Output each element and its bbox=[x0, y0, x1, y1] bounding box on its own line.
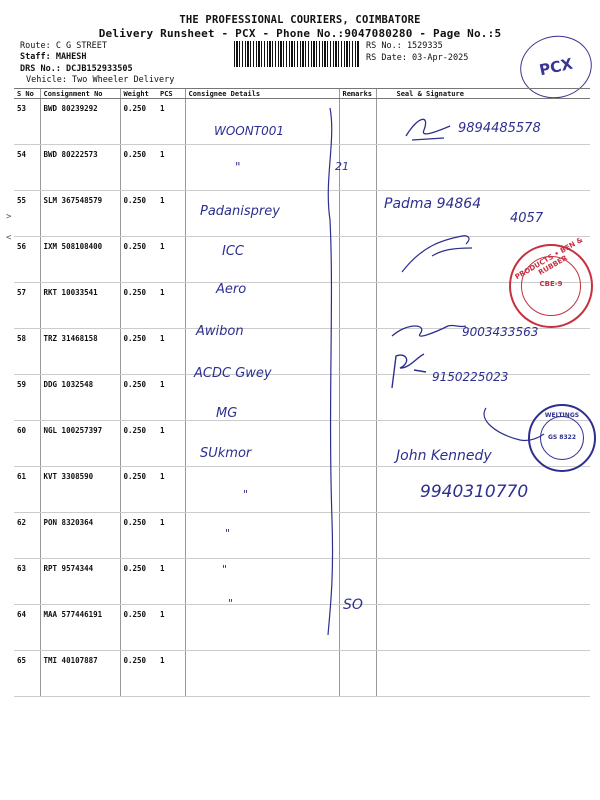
handwritten-signature: John Kennedy bbox=[396, 448, 492, 464]
signature bbox=[400, 112, 456, 146]
cell-pcs: 1 bbox=[157, 513, 185, 559]
cell-weight: 0.250 bbox=[120, 191, 157, 237]
cell-consignment: NGL 100257397 bbox=[40, 421, 120, 467]
handwritten-phone: 9894485578 bbox=[458, 121, 541, 136]
cell-pcs: 1 bbox=[157, 283, 185, 329]
cell-seal bbox=[376, 651, 590, 697]
cell-sno: 65 bbox=[14, 651, 40, 697]
cell-sno: 58 bbox=[14, 329, 40, 375]
cell-consignment: SLM 367548579 bbox=[40, 191, 120, 237]
cell-sno: 54 bbox=[14, 145, 40, 191]
stamp-text: WELTINGS bbox=[544, 412, 580, 419]
table-row bbox=[14, 651, 590, 697]
cell-weight: 0.250 bbox=[120, 421, 157, 467]
col-header-sno: S No bbox=[14, 89, 40, 99]
margin-mark: < bbox=[6, 233, 12, 243]
drs-label: DRS No.: DCJB152933505 bbox=[20, 64, 133, 74]
pcx-stamp: PCX bbox=[514, 29, 597, 105]
handwritten-ditto: " bbox=[235, 160, 241, 174]
cell-consignment: KVT 3308590 bbox=[40, 467, 120, 513]
cell-consignment: RKT 10033541 bbox=[40, 283, 120, 329]
cell-sno: 56 bbox=[14, 237, 40, 283]
cell-seal bbox=[376, 559, 590, 605]
signature bbox=[388, 318, 468, 344]
runsheet-subtitle: Delivery Runsheet - PCX - Phone No.:9047080280 - Page No.:5 bbox=[98, 27, 502, 40]
signature bbox=[384, 350, 434, 390]
handwritten-consignee: WOONT001 bbox=[214, 124, 284, 138]
handwritten-phone-cont: 4057 bbox=[510, 211, 544, 226]
company-title: THE PROFESSIONAL COURIERS, COIMBATORE bbox=[179, 14, 421, 26]
handwritten-consignee: Padanisprey bbox=[200, 204, 280, 219]
col-header-seal: Seal & Signature bbox=[376, 89, 590, 99]
cell-consignment: TRZ 31468158 bbox=[40, 329, 120, 375]
handwritten-phone: 9003433563 bbox=[462, 325, 539, 339]
remark-mark: SO bbox=[343, 597, 363, 613]
cell-weight: 0.250 bbox=[120, 559, 157, 605]
handwritten-ditto: " bbox=[243, 488, 249, 501]
staff-label: Staff: MAHESH bbox=[20, 52, 87, 62]
table-header-row bbox=[14, 89, 590, 99]
handwritten-consignee: Aero bbox=[216, 282, 247, 297]
cell-weight: 0.250 bbox=[120, 467, 157, 513]
cell-sno: 59 bbox=[14, 375, 40, 421]
cell-sno: 57 bbox=[14, 283, 40, 329]
vehicle-label: Vehicle: Two Wheeler Delivery bbox=[26, 75, 175, 85]
route-label: Route: C G STREET bbox=[20, 41, 107, 51]
company-seal-stamp bbox=[509, 235, 593, 328]
stamp-text: PRODUCTS • BEN & RUBBER bbox=[513, 235, 585, 282]
handwritten-phone: 9940310770 bbox=[420, 482, 529, 502]
remark-mark: 21 bbox=[335, 160, 349, 173]
cell-sno: 61 bbox=[14, 467, 40, 513]
cell-sno: 62 bbox=[14, 513, 40, 559]
cell-weight: 0.250 bbox=[120, 651, 157, 697]
cell-consignment: PON 8320364 bbox=[40, 513, 120, 559]
cell-consignment: TMI 40107887 bbox=[40, 651, 120, 697]
col-header-consignee: Consignee Details bbox=[185, 89, 339, 99]
cell-consignment: RPT 9574344 bbox=[40, 559, 120, 605]
cell-sno: 53 bbox=[14, 99, 40, 145]
cell-pcs: 1 bbox=[157, 605, 185, 651]
handwritten-signature: Padma 94864 bbox=[384, 196, 482, 212]
cell-pcs: 1 bbox=[157, 329, 185, 375]
signature-scribble bbox=[392, 226, 482, 276]
col-header-pcs: PCS bbox=[157, 89, 185, 99]
handwritten-ditto: " bbox=[228, 597, 234, 610]
cell-pcs: 1 bbox=[157, 421, 185, 467]
cell-remarks bbox=[339, 651, 376, 697]
cell-consignment: MAA 577446191 bbox=[40, 605, 120, 651]
cell-seal bbox=[376, 145, 590, 191]
handwritten-consignee: ICC bbox=[222, 244, 244, 259]
margin-mark: > bbox=[6, 212, 12, 222]
cell-pcs: 1 bbox=[157, 99, 185, 145]
cell-consignment: BWD 80239292 bbox=[40, 99, 120, 145]
handwritten-phone: 9150225023 bbox=[432, 370, 509, 384]
cell-sno: 55 bbox=[14, 191, 40, 237]
cell-weight: 0.250 bbox=[120, 513, 157, 559]
cell-pcs: 1 bbox=[157, 467, 185, 513]
cell-pcs: 1 bbox=[157, 145, 185, 191]
handwritten-consignee: ACDC Gwey bbox=[194, 366, 272, 381]
cell-sno: 63 bbox=[14, 559, 40, 605]
cell-pcs: 1 bbox=[157, 651, 185, 697]
bracket-stroke bbox=[300, 100, 345, 640]
cell-weight: 0.250 bbox=[120, 375, 157, 421]
cell-pcs: 1 bbox=[157, 375, 185, 421]
cell-pcs: 1 bbox=[157, 237, 185, 283]
col-header-remarks: Remarks bbox=[339, 89, 376, 99]
cell-seal bbox=[376, 605, 590, 651]
handwritten-ditto: " bbox=[222, 563, 228, 576]
handwritten-consignee: MG bbox=[216, 406, 238, 421]
handwritten-ditto: " bbox=[225, 527, 231, 540]
barcode bbox=[234, 41, 360, 67]
cell-weight: 0.250 bbox=[120, 99, 157, 145]
cell-consignee bbox=[185, 651, 339, 697]
company-seal-stamp bbox=[528, 404, 596, 472]
handwritten-consignee: SUkmor bbox=[200, 446, 252, 461]
cell-weight: 0.250 bbox=[120, 145, 157, 191]
cell-consignment: DDG 1032548 bbox=[40, 375, 120, 421]
cell-pcs: 1 bbox=[157, 191, 185, 237]
cell-consignment: IXM 508108400 bbox=[40, 237, 120, 283]
cell-weight: 0.250 bbox=[120, 237, 157, 283]
stamp-center-text: GS 8322 bbox=[547, 434, 577, 441]
cell-weight: 0.250 bbox=[120, 605, 157, 651]
cell-seal bbox=[376, 513, 590, 559]
col-header-weight: Weight bbox=[120, 89, 157, 99]
cell-weight: 0.250 bbox=[120, 283, 157, 329]
cell-sno: 64 bbox=[14, 605, 40, 651]
cell-sno: 60 bbox=[14, 421, 40, 467]
cell-consignment: BWD 80222573 bbox=[40, 145, 120, 191]
stamp-center-text: CBE-9 bbox=[539, 280, 563, 288]
rs-number: RS No.: 1529335 bbox=[366, 41, 443, 51]
cell-pcs: 1 bbox=[157, 559, 185, 605]
rs-date: RS Date: 03-Apr-2025 bbox=[366, 53, 469, 63]
cell-weight: 0.250 bbox=[120, 329, 157, 375]
handwritten-consignee: Awibon bbox=[196, 324, 244, 339]
col-header-consignment: Consignment No bbox=[40, 89, 120, 99]
